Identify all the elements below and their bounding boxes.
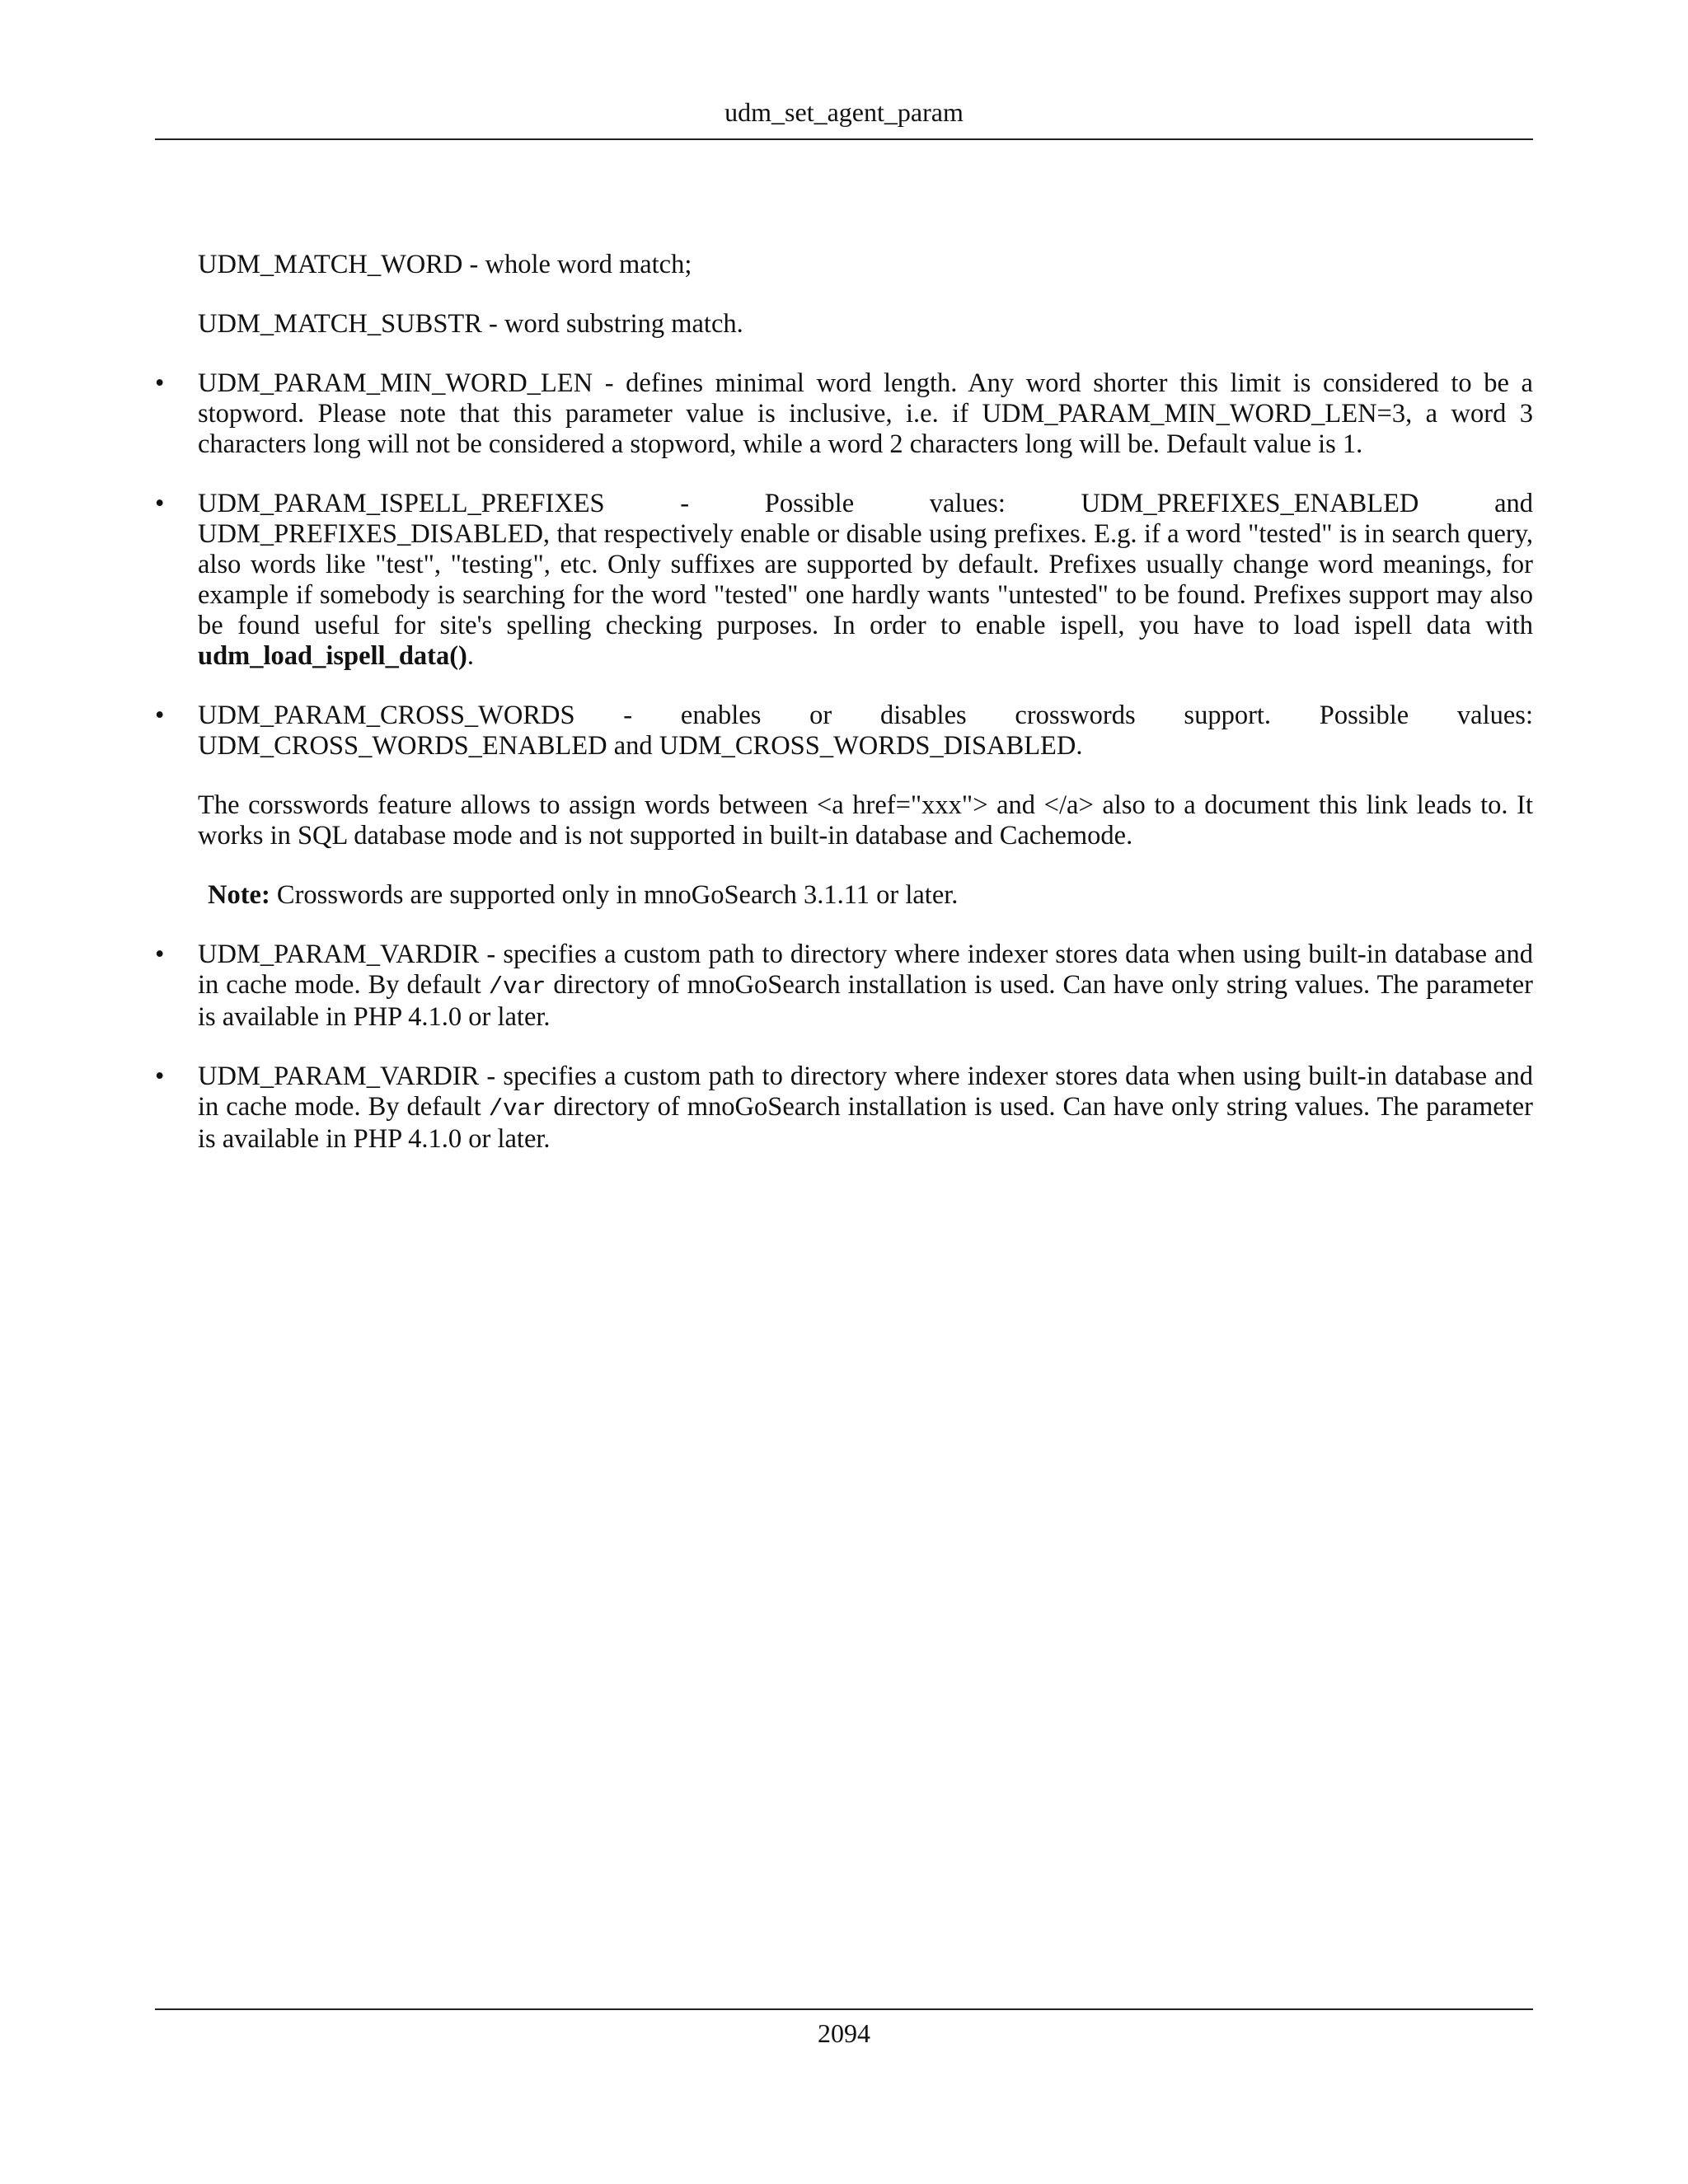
bullet-icon: • xyxy=(155,489,165,518)
note-label: Note: xyxy=(208,880,270,910)
bullet-icon: • xyxy=(155,368,165,398)
note xyxy=(208,880,1533,911)
vardir-1-after: directory of mnoGoSearch installation is used. Can have only string values. The parameter is available in PHP 4.1.0 or later. xyxy=(198,970,1534,1032)
cross-words-text: UDM_PARAM_CROSS_WORDS - enables or disables crosswords support. Possible values: UDM_CROSS_WORDS_ENABLED and UDM_CROSS_WORDS_DISABLED. xyxy=(198,701,1533,761)
cross-words-detail: The corsswords feature allows to assign words between <a href="xxx"> and </a> also to a document this link leads to. It works in SQL database mode and is not supported in built-in database and Cachemode. xyxy=(198,790,1533,851)
list-item-vardir-1 xyxy=(155,940,1533,1033)
vardir-1-before: UDM_PARAM_VARDIR - specifies a custom path to directory where indexer stores data when using built-in database and in cache mode. By default xyxy=(198,940,1533,1000)
page-title: udm_set_agent_param xyxy=(724,97,964,127)
note-text: Crosswords are supported only in mnoGoSearch 3.1.11 or later. xyxy=(270,880,959,910)
page-number: 2094 xyxy=(818,2018,870,2048)
list-item-ispell-prefixes xyxy=(155,489,1533,672)
bullet-icon: • xyxy=(155,940,165,969)
ispell-prefixes-end: . xyxy=(467,641,474,671)
min-word-len-text: UDM_PARAM_MIN_WORD_LEN - defines minimal word length. Any word shorter this limit is considered to be a stopword. Please note that this parameter value is inclusive, i.e. if UDM_PARAM_MIN_WORD_LEN=3, a word 3 characters long will not be considered a stopword, while a word 2 characters long will be. Default value is 1. xyxy=(198,368,1533,459)
document-body xyxy=(155,250,1533,1183)
bullet-icon: • xyxy=(155,701,165,730)
vardir-1-code: /var xyxy=(488,973,546,1001)
list-item-vardir-2 xyxy=(155,1062,1533,1155)
vardir-2-after: directory of mnoGoSearch installation is used. Can have only string values. The parameter is available in PHP 4.1.0 or later. xyxy=(198,1092,1534,1154)
page-footer xyxy=(155,2008,1533,2055)
vardir-2-before: UDM_PARAM_VARDIR - specifies a custom path to directory where indexer stores data when using built-in database and in cache mode. By default xyxy=(198,1062,1533,1122)
bullet-icon: • xyxy=(155,1062,165,1091)
match-substr-paragraph: UDM_MATCH_SUBSTR - word substring match. xyxy=(198,309,743,339)
list-item-cross-words xyxy=(155,701,1533,762)
list-item-min-word-len xyxy=(155,368,1533,460)
vardir-2-code: /var xyxy=(488,1095,546,1122)
page-header xyxy=(155,92,1533,140)
ispell-function-name: udm_load_ispell_data() xyxy=(198,641,467,671)
match-word-paragraph: UDM_MATCH_WORD - whole word match; xyxy=(198,250,692,279)
ispell-prefixes-text: UDM_PARAM_ISPELL_PREFIXES - Possible values: UDM_PREFIXES_ENABLED and UDM_PREFIXES_DISABLED, that respectively enable or disable using prefixes. E.g. if a word "tested" is in search query, also words like "test", "testing", etc. Only suffixes are supported by default. Prefixes usually change word meanings, for example if somebody is searching for the word "tested" one hardly wants "untested" to be found. Prefixes support may also be found useful for site's spelling checking purposes. In order to enable ispell, you have to load ispell data with xyxy=(198,489,1533,640)
